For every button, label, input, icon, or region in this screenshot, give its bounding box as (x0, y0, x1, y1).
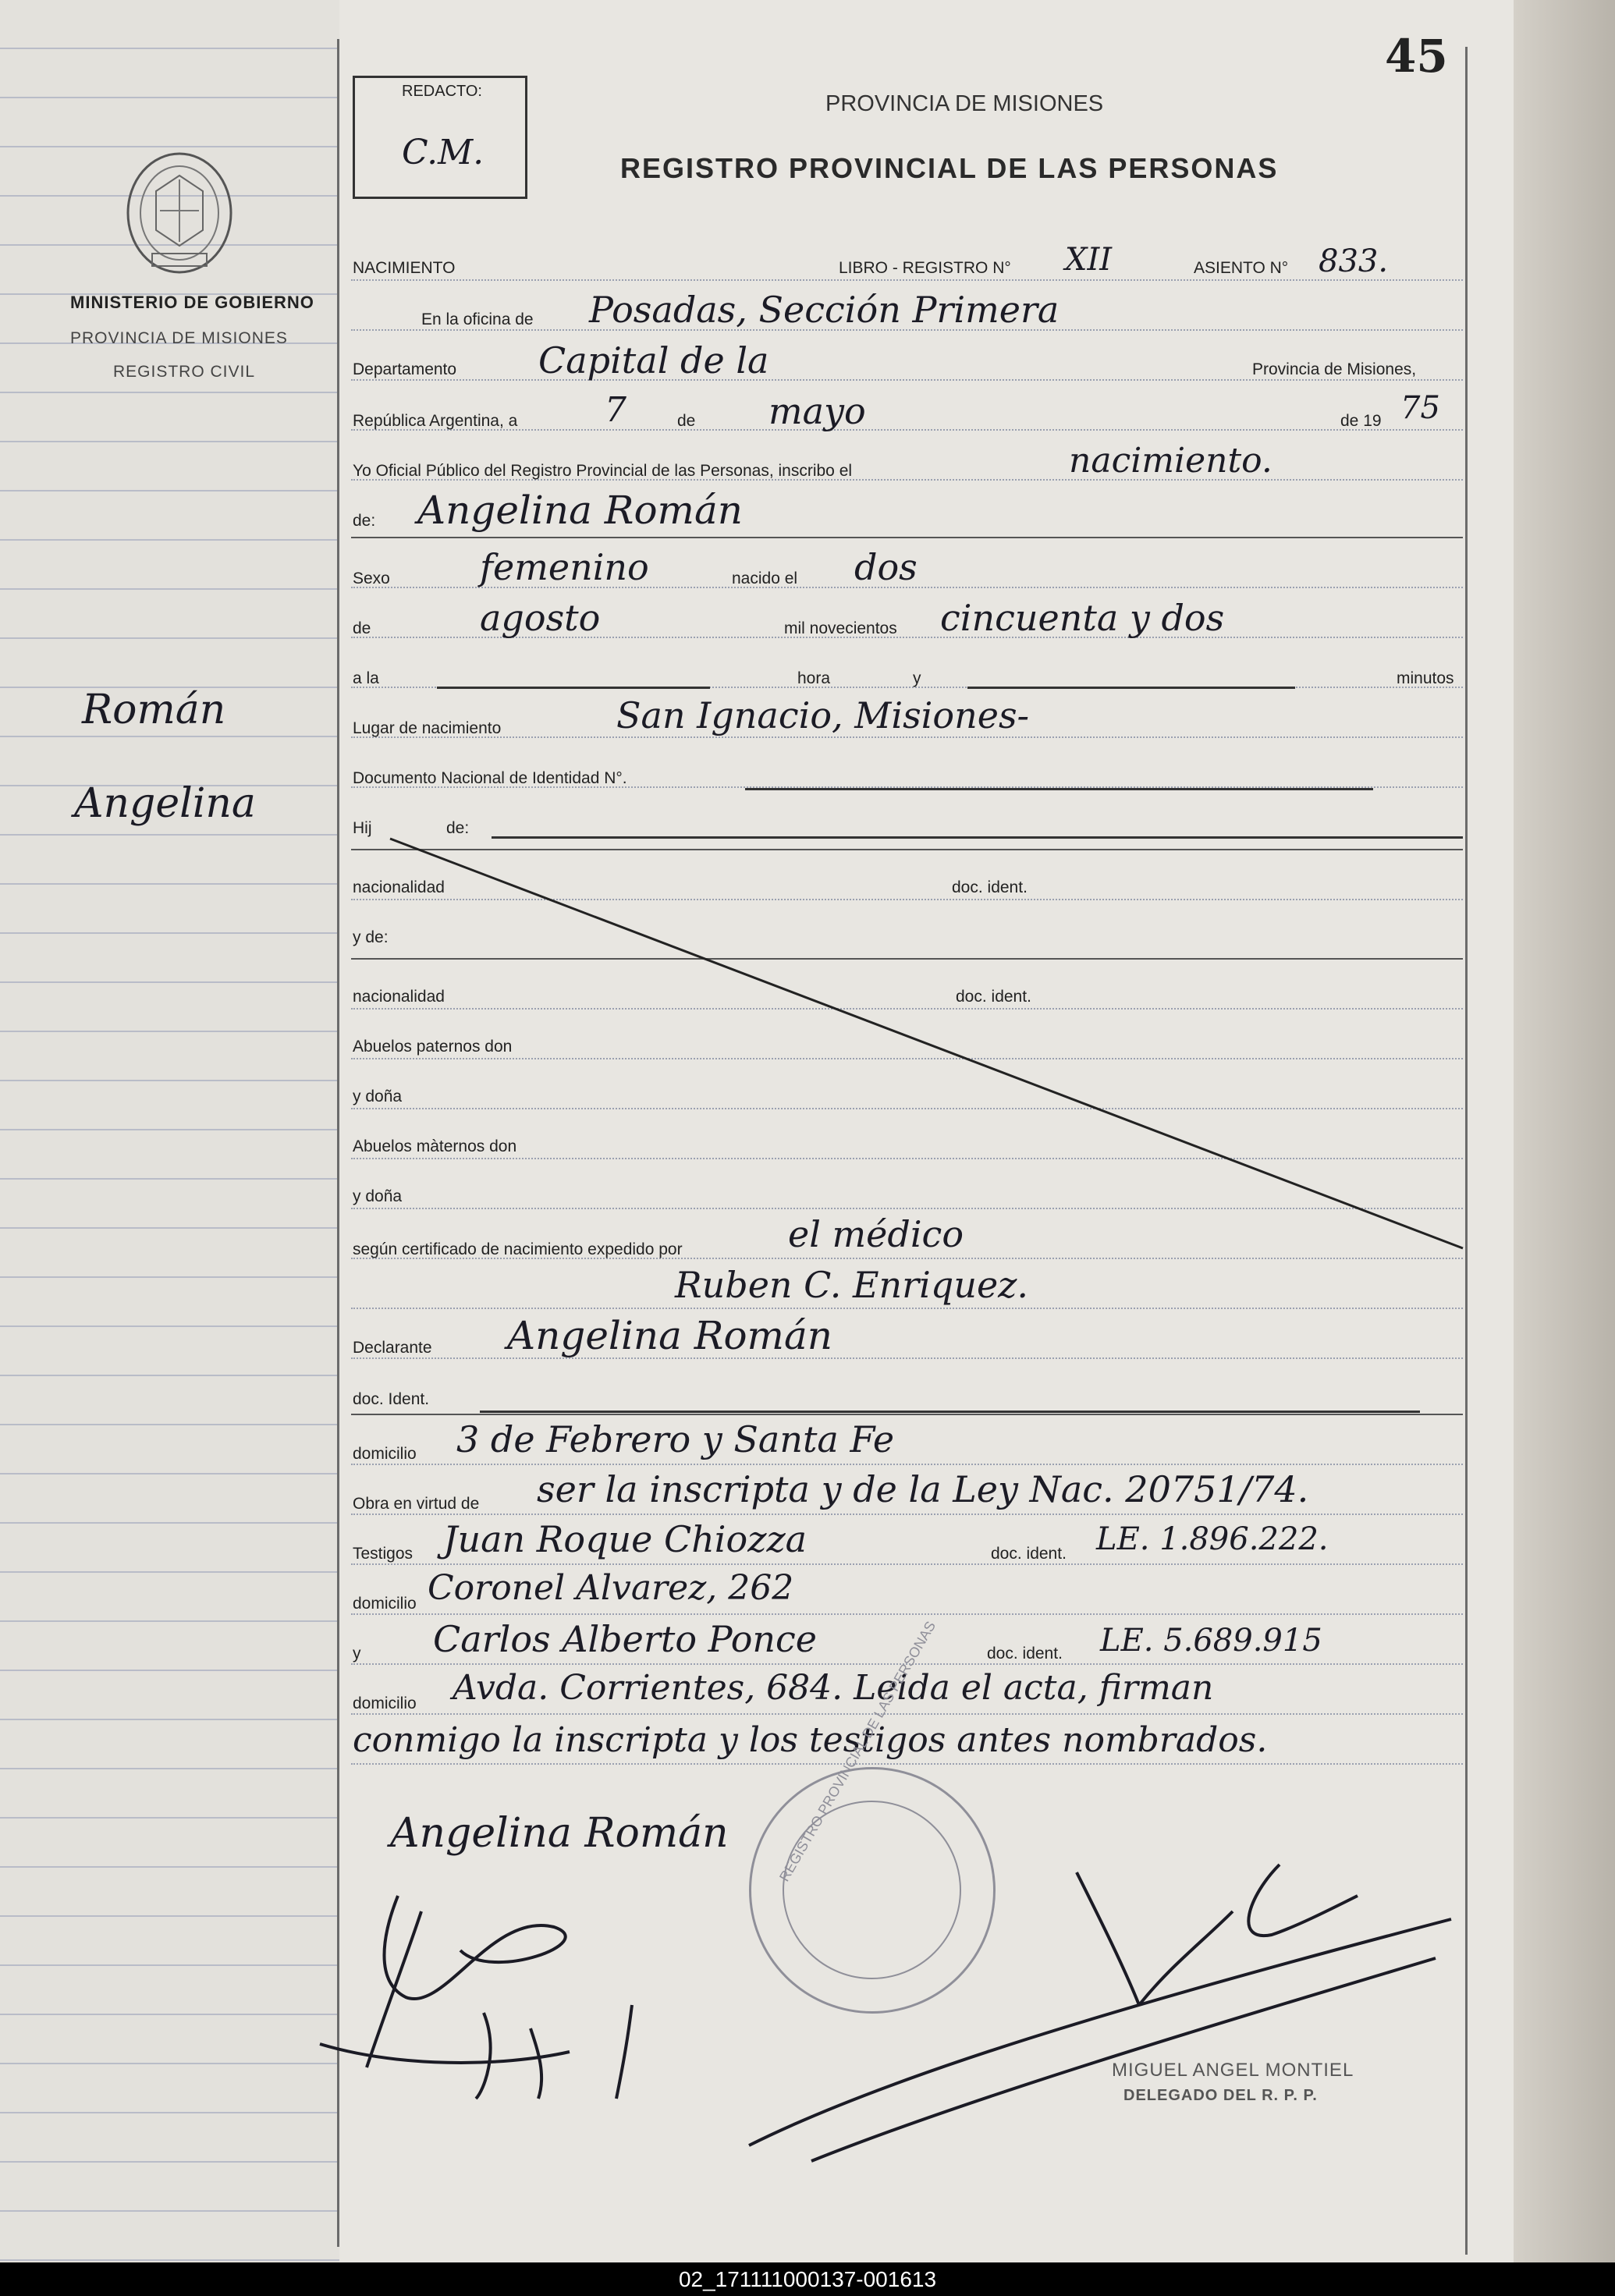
footer-id: 02_171111000137-001613 (678, 2267, 937, 2291)
name-value: Angelina Román (417, 488, 743, 533)
domicilio2-value: Coronel Alvarez, 262 (428, 1568, 794, 1608)
libro-value: XII (1065, 242, 1113, 278)
y-label: y (913, 669, 921, 687)
province-heading: PROVINCIA DE MISIONES (825, 91, 1104, 116)
official-title: DELEGADO DEL R. P. P. (1123, 2087, 1318, 2104)
yde-label: y de: (353, 928, 389, 946)
redacto-box (353, 76, 527, 199)
departamento-label: Departamento (353, 360, 457, 378)
provincia-label: Provincia de Misiones, (1252, 360, 1417, 378)
ministry-line2: PROVINCIA DE MISIONES (70, 329, 288, 347)
nacido-value: dos (854, 546, 918, 588)
republica-label: República Argentina, a (353, 412, 518, 430)
obra-value: ser la inscripta y de la Ley Nac. 20751/74. (537, 1468, 1309, 1510)
de4-label: de: (446, 819, 470, 837)
sexo-label: Sexo (353, 570, 390, 587)
footer-id-bar (0, 2262, 1615, 2296)
de3-label: de (353, 619, 371, 637)
redacto-label: REDACTO: (402, 83, 482, 100)
de2-label: de: (353, 512, 376, 530)
declarante-value: Angelina Román (507, 1313, 832, 1358)
certificado-value2: Ruben C. Enriquez. (675, 1264, 1029, 1306)
docident3-label: doc. Ident. (353, 1390, 430, 1408)
departamento-value: Capital de la (538, 339, 769, 381)
lugar-value: San Ignacio, Misiones- (616, 694, 1030, 736)
oficial-label: Yo Oficial Público del Registro Provincial de las Personas, inscribo el (353, 462, 853, 480)
testigo1-value: Juan Roque Chiozza (443, 1518, 808, 1560)
certificado-label: según certificado de nacimiento expedido por (353, 1240, 683, 1258)
nacionalidad-label: nacionalidad (353, 878, 445, 896)
day-value: 7 (605, 390, 626, 430)
nacionalidad2-label: nacionalidad (353, 988, 445, 1006)
oficina-label: En la oficina de (421, 311, 534, 328)
oficina-value: Posadas, Sección Primera (589, 289, 1060, 331)
hora-label: hora (797, 669, 831, 687)
lugar-label: Lugar de nacimiento (353, 719, 502, 737)
mil-value: cincuenta y dos (940, 597, 1225, 639)
ydona2-label: y doña (353, 1187, 403, 1205)
ydona1-label: y doña (353, 1088, 403, 1105)
sexo-value: femenino (480, 546, 649, 588)
registry-title: REGISTRO PROVINCIAL DE LAS PERSONAS (620, 152, 1279, 184)
testigo2-value: Carlos Alberto Ponce (433, 1618, 818, 1660)
docident2-label: doc. ident. (956, 988, 1031, 1006)
domicilio2-label: domicilio (353, 1595, 417, 1613)
dni-label: Documento Nacional de Identidad N°. (353, 769, 627, 787)
margin-surname: Román (82, 687, 226, 733)
redacto-value: C.M. (402, 133, 484, 172)
nacido-label: nacido el (732, 570, 798, 587)
abuelos-maternos-label: Abuelos màternos don (353, 1137, 517, 1155)
official-signature-icon (733, 1849, 1482, 2177)
closing-value: conmigo la inscripta y los testigos antes nombrados. (353, 1720, 1268, 1760)
asiento-value: 833. (1319, 243, 1389, 279)
oficial-value: nacimiento. (1069, 441, 1272, 481)
y2-label: y (353, 1645, 361, 1663)
abuelos-paternos-label: Abuelos paternos don (353, 1038, 513, 1056)
testigos-label: Testigos (353, 1545, 414, 1563)
margin-given-name: Angelina (74, 780, 256, 827)
docident-label: doc. ident. (952, 878, 1028, 896)
domicilio3-label: domicilio (353, 1694, 417, 1712)
ministry-line1: MINISTERIO DE GOBIERNO (70, 293, 314, 312)
mil-label: mil novecientos (784, 619, 897, 637)
ministry-line3: REGISTRO CIVIL (113, 363, 256, 381)
witness-signatures-icon (304, 1865, 710, 2114)
provincial-emblem-icon (117, 144, 242, 277)
year-label: de 19 (1340, 412, 1382, 430)
de-label: de (677, 412, 696, 430)
docident5-label: doc. ident. (987, 1645, 1063, 1663)
testigo2-doc: LE. 5.689.915 (1100, 1623, 1322, 1659)
seal-text: REGISTRO PROVINCIAL DE LAS PERSONAS (776, 1618, 939, 1884)
year-value: 75 (1400, 390, 1440, 426)
asiento-label: ASIENTO N° (1194, 259, 1289, 277)
docident4-label: doc. ident. (991, 1545, 1067, 1563)
certificado-value: el médico (788, 1213, 964, 1255)
obra-label: Obra en virtud de (353, 1495, 480, 1513)
birth-month-value: agosto (480, 597, 601, 639)
domicilio-value: 3 de Febrero y Santa Fe (456, 1418, 895, 1460)
record-type-label: NACIMIENTO (353, 259, 456, 277)
official-name: MIGUEL ANGEL MONTIEL (1112, 2060, 1354, 2081)
book-binding (1514, 0, 1615, 2262)
testigo1-doc: LE. 1.896.222. (1096, 1521, 1329, 1557)
domicilio3-value: Avda. Corrientes, 684. Leida el acta, firman (453, 1668, 1214, 1708)
domicilio-label: domicilio (353, 1445, 417, 1463)
strikethrough-diagonal-line (382, 827, 1475, 1256)
signature-declarante: Angelina Román (390, 1810, 729, 1857)
declarante-label: Declarante (353, 1339, 432, 1357)
minutos-label: minutos (1397, 669, 1454, 687)
libro-label: LIBRO - REGISTRO N° (839, 259, 1011, 277)
hij-label: Hij (353, 819, 372, 837)
month-value: mayo (768, 390, 866, 432)
ala-label: a la (353, 669, 379, 687)
page-number: 45 (1385, 30, 1448, 83)
